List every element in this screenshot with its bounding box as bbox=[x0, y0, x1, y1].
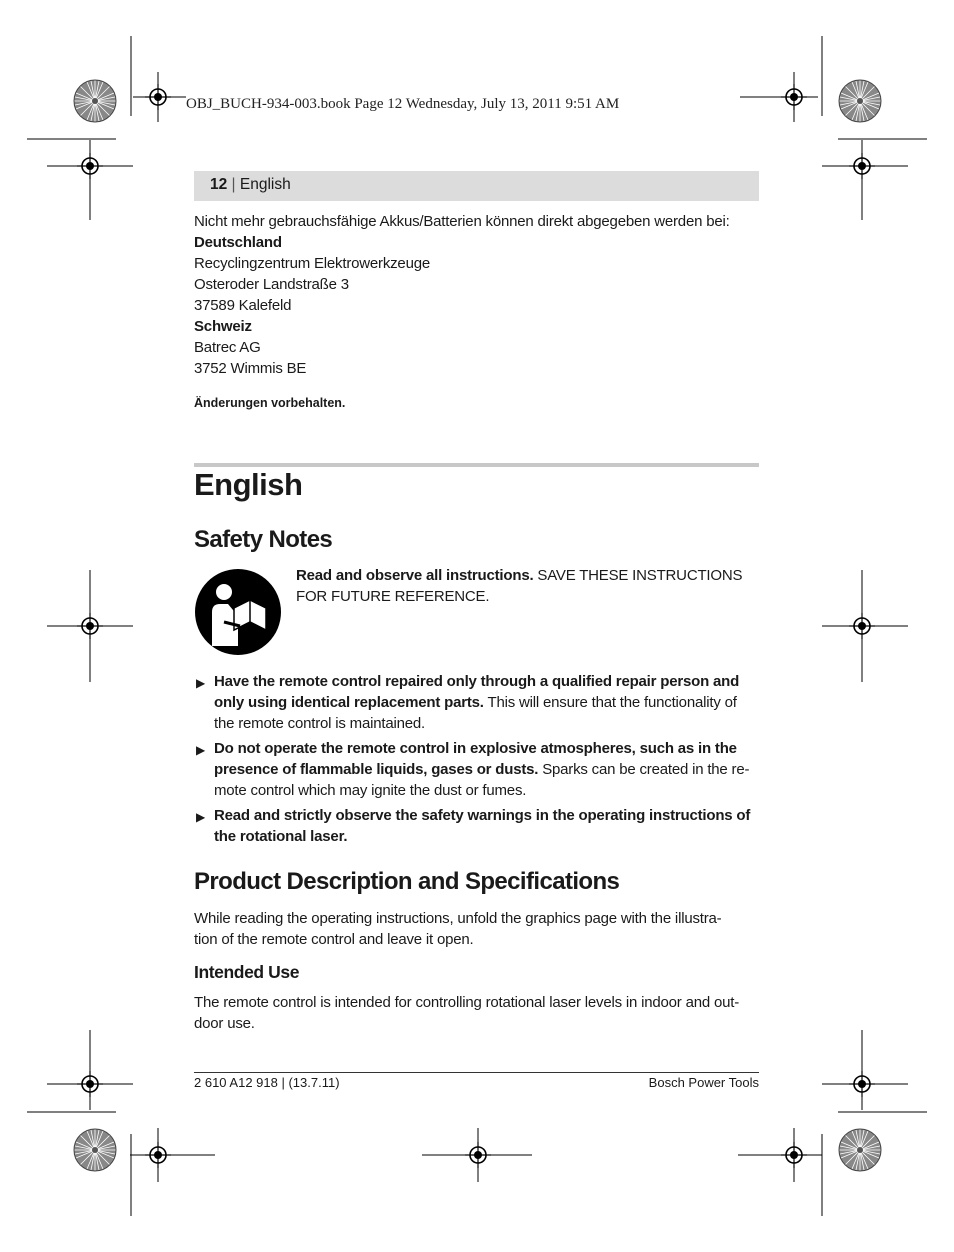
list-item bbox=[196, 671, 759, 734]
safety-notes-heading: Safety Notes bbox=[194, 526, 333, 553]
header-separator: | bbox=[227, 176, 240, 193]
bullet-text-bold: Have the remote control repaired only through a qualified repair person and bbox=[214, 673, 740, 690]
header-language: English bbox=[239, 176, 291, 193]
paragraph-line: door use. bbox=[194, 1015, 255, 1032]
footer-doc-number: 2 610 A12 918 | (13.7.11) bbox=[194, 1075, 340, 1090]
list-item bbox=[196, 805, 759, 847]
bullet-text: the remote control is maintained. bbox=[214, 715, 426, 732]
safety-intro-text: SAVE THESE INSTRUCTIONS bbox=[533, 567, 743, 584]
intended-use-heading: Intended Use bbox=[194, 962, 300, 982]
product-description-heading: Product Description and Specifications bbox=[194, 868, 620, 895]
paragraph-line: tion of the remote control and leave it open. bbox=[194, 931, 474, 948]
address-line: 37589 Kalefeld bbox=[194, 297, 292, 314]
bullet-text-bold: Read and strictly observe the safety warnings in the operating instructions of bbox=[214, 807, 751, 824]
bullet-text: mote control which may ignite the dust or fumes. bbox=[214, 782, 527, 799]
triangle-right-icon: ▶ bbox=[196, 743, 206, 757]
address-line: Osteroder Landstraße 3 bbox=[194, 276, 349, 293]
changes-notice: Änderungen vorbehalten. bbox=[194, 396, 346, 410]
safety-bullet-list bbox=[196, 671, 759, 851]
bullet-text-bold: the rotational laser. bbox=[214, 828, 348, 845]
bullet-text: This will ensure that the functionality of bbox=[483, 694, 737, 711]
read-manual-icon bbox=[194, 568, 282, 656]
bullet-text-bold: presence of flammable liquids, gases or dusts. bbox=[214, 761, 539, 778]
section-title: English bbox=[194, 467, 303, 502]
bullet-text-bold: Do not operate the remote control in explosive atmospheres, such as in the bbox=[214, 740, 737, 757]
product-description-text bbox=[194, 908, 764, 950]
triangle-right-icon: ▶ bbox=[196, 810, 206, 824]
safety-intro-bold: Read and observe all instructions. bbox=[296, 567, 534, 584]
address-line: Batrec AG bbox=[194, 339, 261, 356]
triangle-right-icon: ▶ bbox=[196, 676, 206, 690]
list-item bbox=[196, 738, 759, 801]
print-slug: OBJ_BUCH-934-003.book Page 12 Wednesday, July 13, 2011 9:51 AM bbox=[186, 96, 620, 112]
recycling-block bbox=[194, 211, 764, 379]
bullet-text-bold: only using identical replacement parts. bbox=[214, 694, 484, 711]
country-heading-ch: Schweiz bbox=[194, 318, 252, 335]
recycling-intro: Nicht mehr gebrauchsfähige Akkus/Batterien können direkt abgegeben werden bei: bbox=[194, 213, 730, 230]
page-header bbox=[194, 171, 759, 201]
paragraph-line: While reading the operating instructions, unfold the graphics page with the illustra- bbox=[194, 910, 722, 927]
footer-rule bbox=[194, 1072, 759, 1073]
safety-intro-text-2: FOR FUTURE REFERENCE. bbox=[296, 588, 490, 605]
paragraph-line: The remote control is intended for controlling rotational laser levels in indoor and out- bbox=[194, 994, 740, 1011]
intended-use-text bbox=[194, 992, 764, 1034]
bullet-text: Sparks can be created in the re- bbox=[538, 761, 750, 778]
safety-intro bbox=[296, 565, 756, 607]
address-line: 3752 Wimmis BE bbox=[194, 360, 307, 377]
address-line: Recyclingzentrum Elektrowerkzeuge bbox=[194, 255, 431, 272]
footer-brand: Bosch Power Tools bbox=[648, 1075, 759, 1090]
page-number: 12 bbox=[210, 176, 228, 193]
country-heading-de: Deutschland bbox=[194, 234, 282, 251]
